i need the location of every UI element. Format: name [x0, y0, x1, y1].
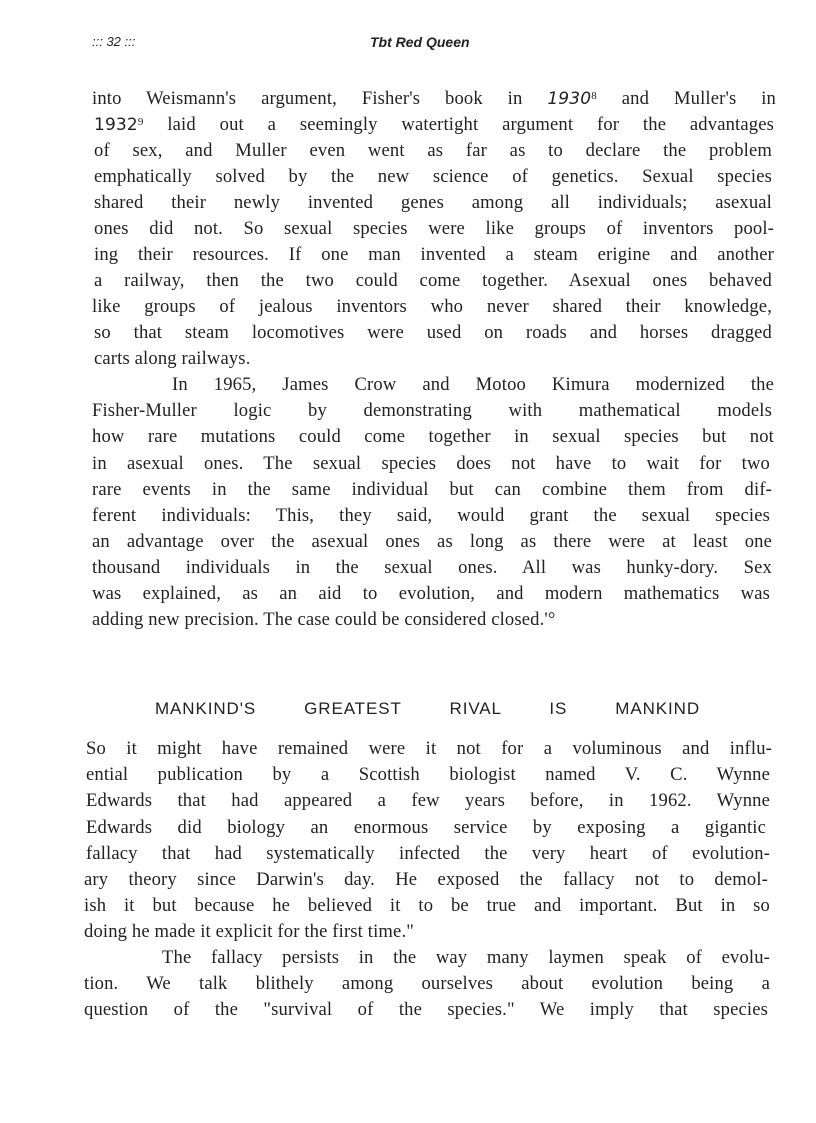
- footnote-marker-8: 8: [591, 90, 597, 102]
- text-line: how rare mutations could come together in sexual species but not: [92, 426, 774, 447]
- text-line: Edwards did biology an enormous service by exposing a gigantic: [86, 817, 766, 838]
- year-1932: 1932: [94, 115, 138, 135]
- text-line: was explained, as an aid to evolution, and modern mathematics was: [92, 583, 770, 604]
- text-line: [94, 112, 774, 138]
- text-line: ary theory since Darwin's day. He exposed the fallacy not to demol-: [84, 869, 768, 890]
- text-line: In 1965, James Crow and Motoo Kimura modernized the: [172, 374, 774, 395]
- text-line: carts along railways.: [94, 348, 251, 369]
- text-line: fallacy that had systematically infected the very heart of evolution-: [86, 843, 770, 864]
- text-line: ferent individuals: This, they said, would grant the sexual species: [92, 505, 770, 526]
- text-line: rare events in the same individual but can combine them from dif-: [92, 479, 772, 500]
- text-line: an advantage over the asexual ones as long as there were at least one: [92, 531, 772, 552]
- text-fragment: into Weismann's argument, Fisher's book in: [92, 88, 548, 109]
- text-line: so that steam locomotives were used on roads and horses dragged: [94, 322, 772, 343]
- text-line: ential publication by a Scottish biologist named V. C. Wynne: [86, 764, 770, 785]
- text-line: ish it but because he believed it to be true and important. But in so: [84, 895, 770, 916]
- text-line: adding new precision. The case could be considered closed.'°: [92, 609, 556, 630]
- text-line: question of the "survival of the species." We imply that species: [84, 999, 768, 1020]
- text-line: So it might have remained were it not for a voluminous and influ-: [86, 738, 772, 759]
- text-line: tion. We talk blithely among ourselves about evolution being a: [84, 973, 770, 994]
- footnote-marker-9: 9: [137, 116, 144, 128]
- text-line: of sex, and Muller even went as far as to declare the problem: [94, 140, 772, 161]
- text-fragment: laid out a seemingly watertight argument for the advantages: [143, 114, 774, 135]
- text-line: [92, 86, 776, 112]
- text-line: ones did not. So sexual species were like groups of inventors pool-: [94, 218, 774, 239]
- text-line: Fisher-Muller logic by demonstrating with mathematical models: [92, 400, 772, 421]
- text-line: emphatically solved by the new science of genetics. Sexual species: [94, 166, 772, 187]
- page-number: ::: 32 :::: [92, 34, 136, 49]
- text-line: Edwards that had appeared a few years before, in 1962. Wynne: [86, 790, 770, 811]
- text-line: The fallacy persists in the way many laymen speak of evolu-: [162, 947, 770, 968]
- text-fragment: and Muller's in: [596, 88, 776, 109]
- running-title: Tbt Red Queen: [370, 34, 470, 50]
- section-heading: MANKIND'S GREATEST RIVAL IS MANKIND: [155, 699, 700, 718]
- text-line: like groups of jealous inventors who never shared their knowledge,: [92, 296, 772, 317]
- year-1930: 1930: [547, 89, 592, 109]
- text-line: shared their newly invented genes among all individuals; asexual: [94, 192, 772, 213]
- text-line: a railway, then the two could come together. Asexual ones behaved: [94, 270, 772, 291]
- text-line: in asexual ones. The sexual species does not have to wait for two: [92, 453, 770, 474]
- page-header: [0, 34, 816, 54]
- text-line: thousand individuals in the sexual ones. All was hunky-dory. Sex: [92, 557, 772, 578]
- text-line: doing he made it explicit for the first time.": [84, 921, 414, 942]
- text-line: ing their resources. If one man invented a steam erigine and another: [94, 244, 774, 265]
